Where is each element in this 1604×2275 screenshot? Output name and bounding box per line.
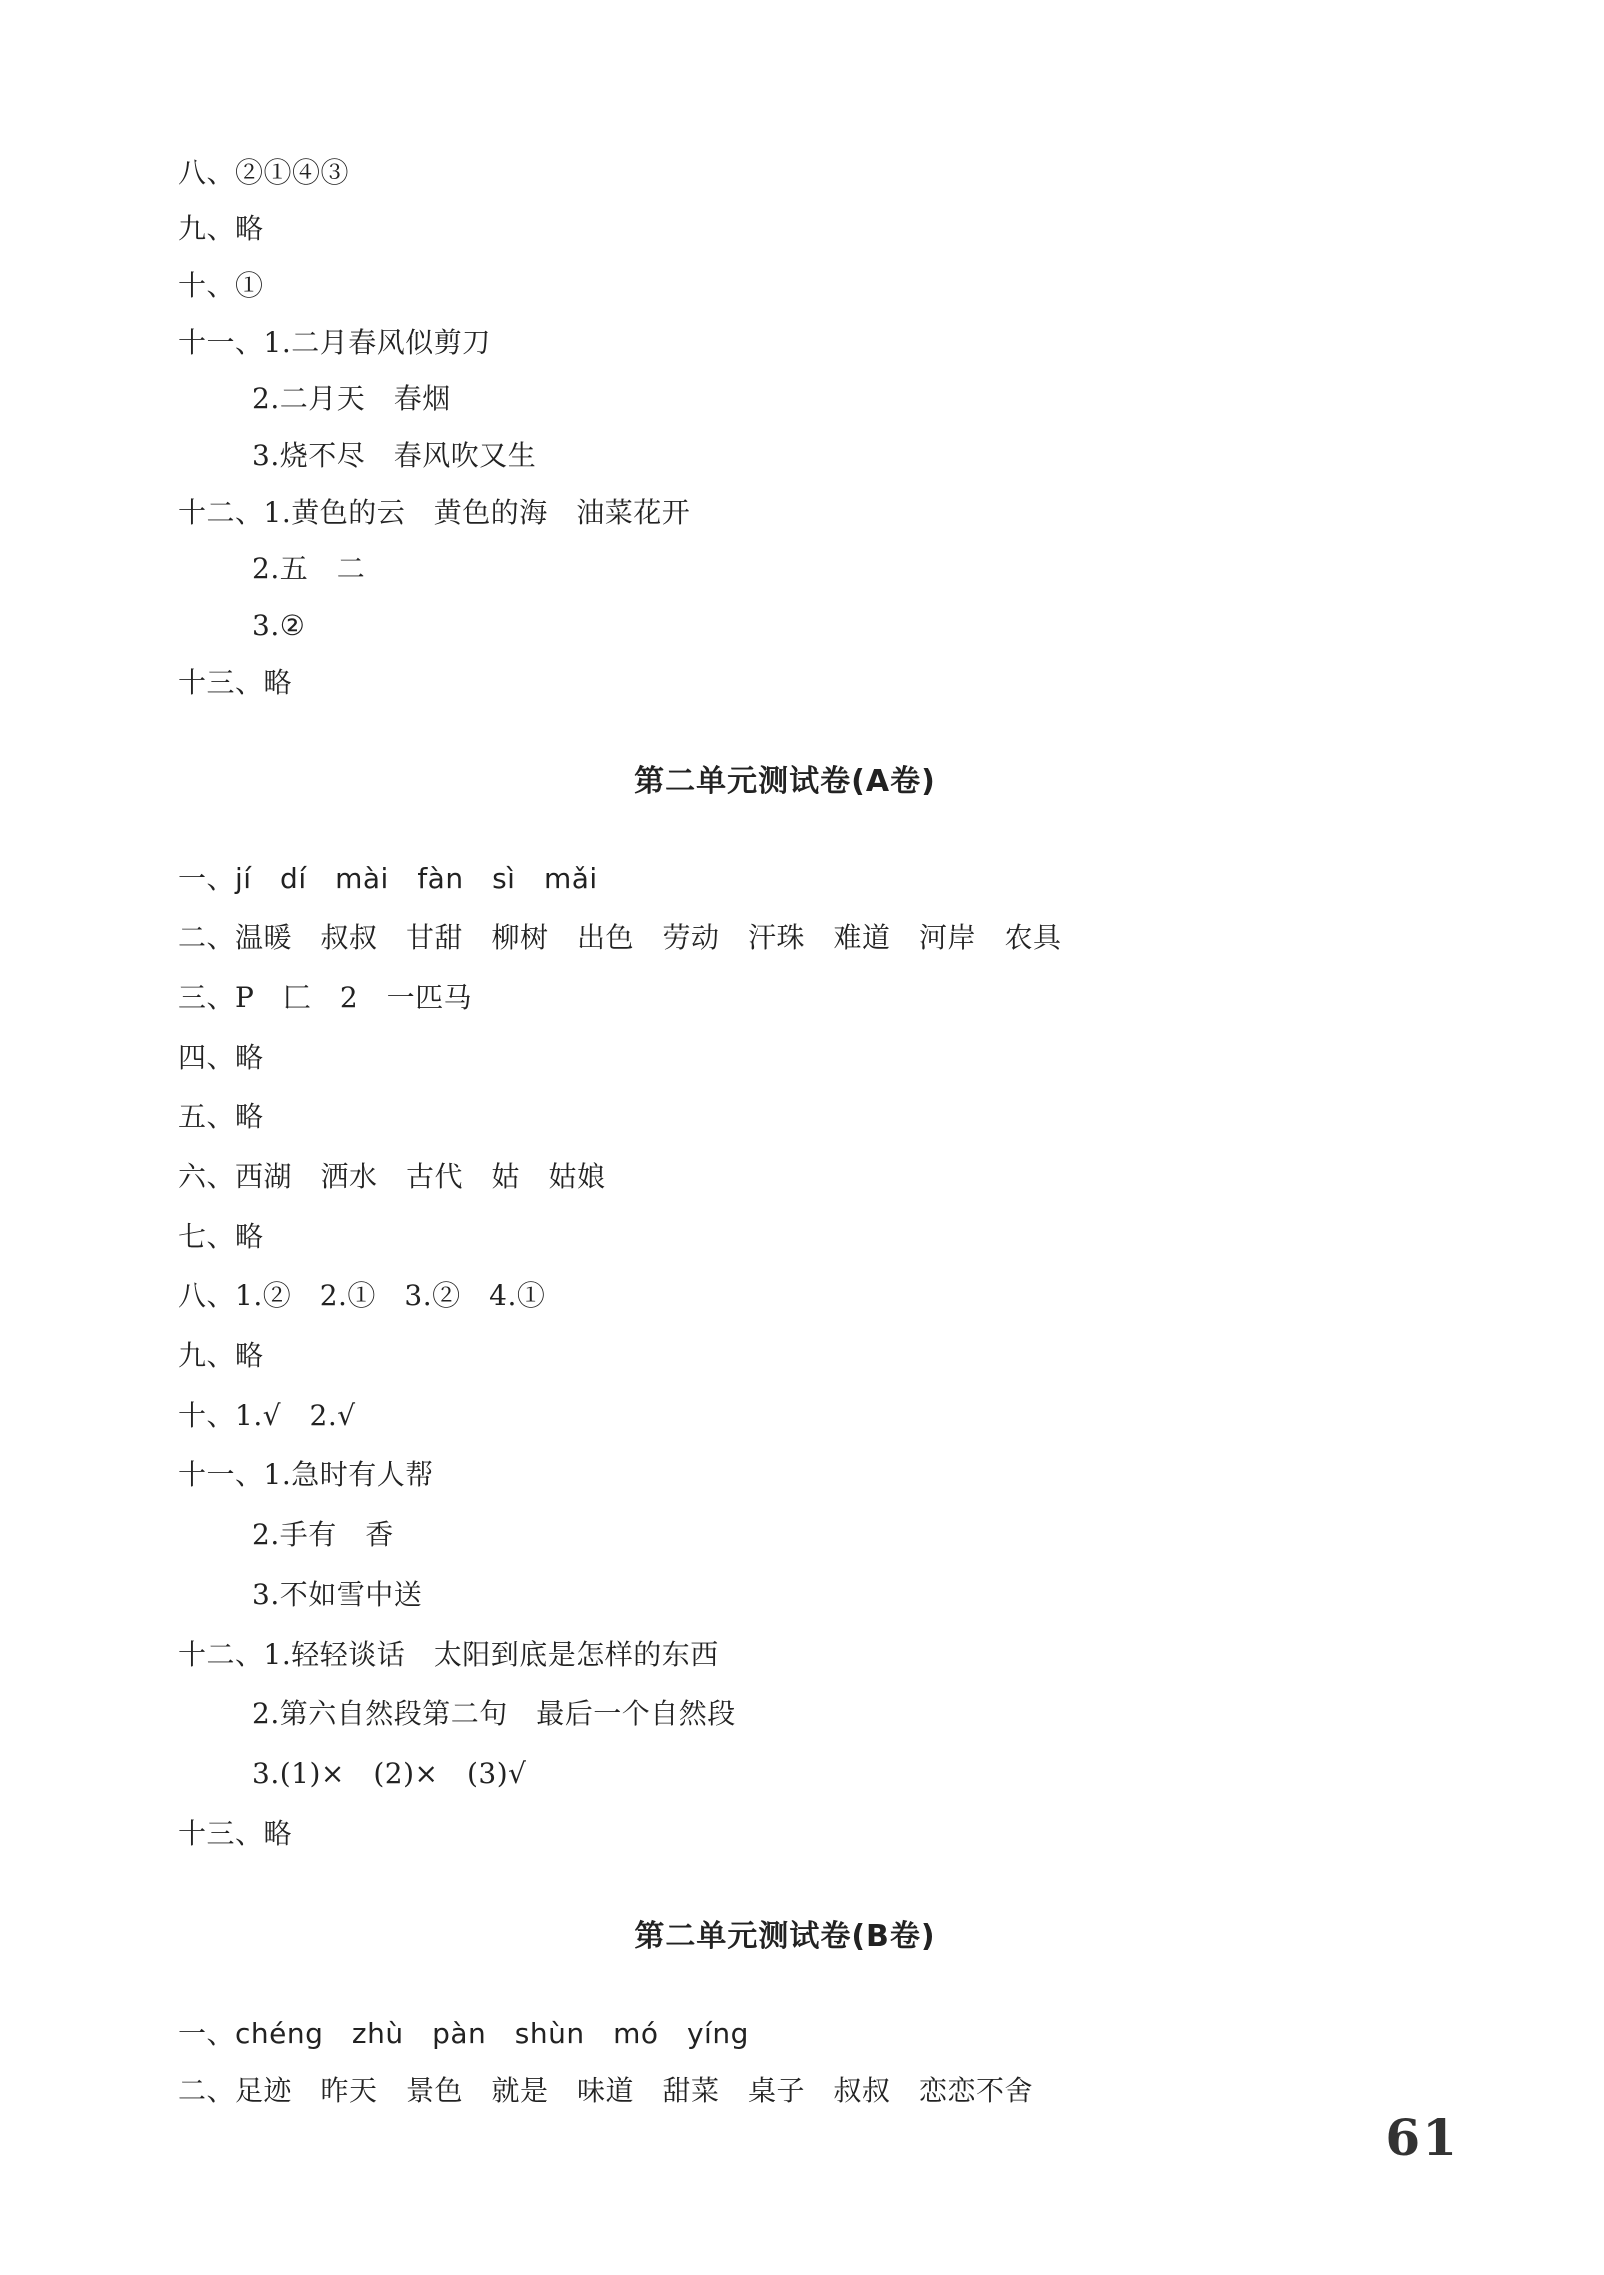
answer-subline: 3.不如雪中送 [252,1578,423,1611]
answer-line: 十二、1.轻轻谈话 太阳到底是怎样的东西 [178,1638,719,1671]
answer-subline: 2.五 二 [252,552,366,585]
section-title: 第二单元测试卷(A卷) [634,764,936,799]
answer-line: 十三、略 [178,666,293,699]
page-number: 61 [1385,2108,1459,2167]
answer-line: 十、1.√ 2.√ [178,1399,356,1432]
answer-line: 二、足迹 昨天 景色 就是 味道 甜菜 桌子 叔叔 恋恋不舍 [178,2074,1034,2107]
answer-line: 九、略 [178,1339,264,1372]
answer-line: 八、②①④③ [178,156,350,189]
answer-line: 五、略 [178,1100,264,1133]
answer-line: 十、① [178,269,264,302]
answer-line: 二、温暖 叔叔 甘甜 柳树 出色 劳动 汗珠 难道 河岸 农具 [178,921,1062,954]
answer-line: 六、西湖 洒水 古代 姑 姑娘 [178,1160,606,1193]
answer-line: 四、略 [178,1041,264,1074]
answer-line: 八、1.② 2.① 3.② 4.① [178,1279,546,1312]
answer-line: 十一、1.二月春风似剪刀 [178,326,491,359]
answer-subline: 2.第六自然段第二句 最后一个自然段 [252,1697,736,1730]
section-title: 第二单元测试卷(B卷) [634,1919,936,1954]
answer-subline: 3.② [252,609,306,642]
answer-line: 十二、1.黄色的云 黄色的海 油菜花开 [178,496,691,529]
answer-subline: 2.手有 香 [252,1518,394,1551]
answer-line: 三、P 匚 2 一匹马 [178,981,473,1014]
answer-line: 十一、1.急时有人帮 [178,1458,434,1491]
answer-line: 九、略 [178,212,264,245]
answer-line: 一、jí dí mài fàn sì mǎi [178,862,598,895]
answer-subline: 3.(1)× (2)× (3)√ [252,1757,527,1790]
answer-line: 一、chéng zhù pàn shùn mó yíng [178,2017,749,2050]
answer-subline: 3.烧不尽 春风吹又生 [252,439,537,472]
answer-subline: 2.二月天 春烟 [252,382,451,415]
answer-line: 七、略 [178,1220,264,1253]
answer-line: 十三、略 [178,1817,293,1850]
